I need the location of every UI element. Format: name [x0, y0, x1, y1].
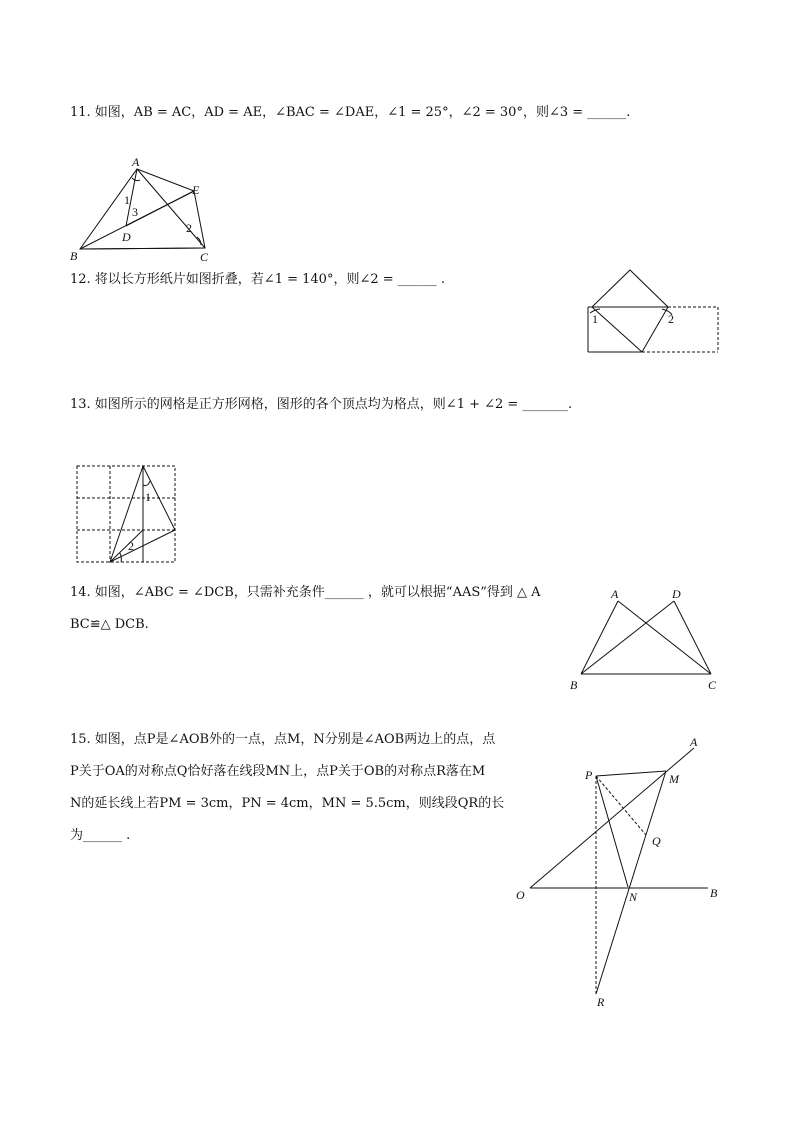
question-14	[70, 577, 541, 641]
angle-1-label: 1	[592, 312, 598, 326]
figure-13	[74, 463, 180, 567]
label-A: A	[690, 735, 698, 749]
label-C: C	[200, 250, 209, 264]
figure-14	[566, 585, 726, 693]
label-E: E	[192, 183, 200, 197]
question-14-line-1: 14. 如图，∠ABC = ∠DCB，只需补充条件______ ，就可以根据“AAS”得到 △ A	[70, 585, 541, 600]
question-15	[70, 724, 504, 852]
question-11-text: 11. 如图，AB = AC，AD = AE，∠BAC = ∠DAE，∠1 = 25°，∠2 = 30°，则∠3 = ______.	[70, 105, 631, 120]
figure-12	[580, 265, 725, 360]
question-13	[70, 389, 572, 421]
label-A: A	[132, 155, 140, 169]
angle-3-label: 3	[132, 205, 138, 219]
angle-2-label: 2	[128, 539, 134, 553]
angle-1-label: 1	[124, 193, 130, 207]
question-12-text: 12. 将以长方形纸片如图折叠，若∠1 = 140°，则∠2 = ______ .	[70, 272, 446, 287]
question-12	[70, 264, 445, 296]
question-15-line-4: 为______ .	[70, 828, 131, 843]
question-14-line-2: BC≌△ DCB.	[70, 617, 149, 632]
label-B: B	[710, 886, 718, 900]
label-P: P	[585, 768, 593, 782]
question-15-line-2: P关于OA的对称点Q恰好落在线段MN上，点P关于OB的对称点R落在M	[70, 764, 486, 779]
label-D: D	[122, 230, 131, 244]
label-C: C	[708, 678, 717, 692]
label-B: B	[70, 249, 78, 263]
figure-11	[60, 150, 220, 270]
label-D: D	[672, 587, 681, 601]
label-O: O	[516, 888, 525, 902]
question-13-text: 13. 如图所示的网格是正方形网格，图形的各个顶点均为格点，则∠1 + ∠2 = _______.	[70, 397, 573, 412]
label-B: B	[570, 678, 578, 692]
label-A: A	[611, 587, 619, 601]
question-11	[70, 97, 630, 129]
question-15-line-1: 15. 如图，点P是∠AOB外的一点，点M，N分别是∠AOB两边上的点，点	[70, 732, 496, 747]
question-15-line-3: N的延长线上若PM = 3cm，PN = 4cm，MN = 5.5cm，则线段QR的长	[70, 796, 505, 811]
angle-2-label: 2	[668, 312, 674, 326]
label-Q: Q	[652, 834, 661, 848]
angle-1-label: 1	[145, 490, 151, 504]
label-N: N	[629, 890, 638, 904]
figure-15	[510, 730, 730, 1012]
label-R: R	[597, 995, 605, 1009]
angle-2-label: 2	[186, 221, 192, 235]
label-M: M	[669, 772, 679, 786]
